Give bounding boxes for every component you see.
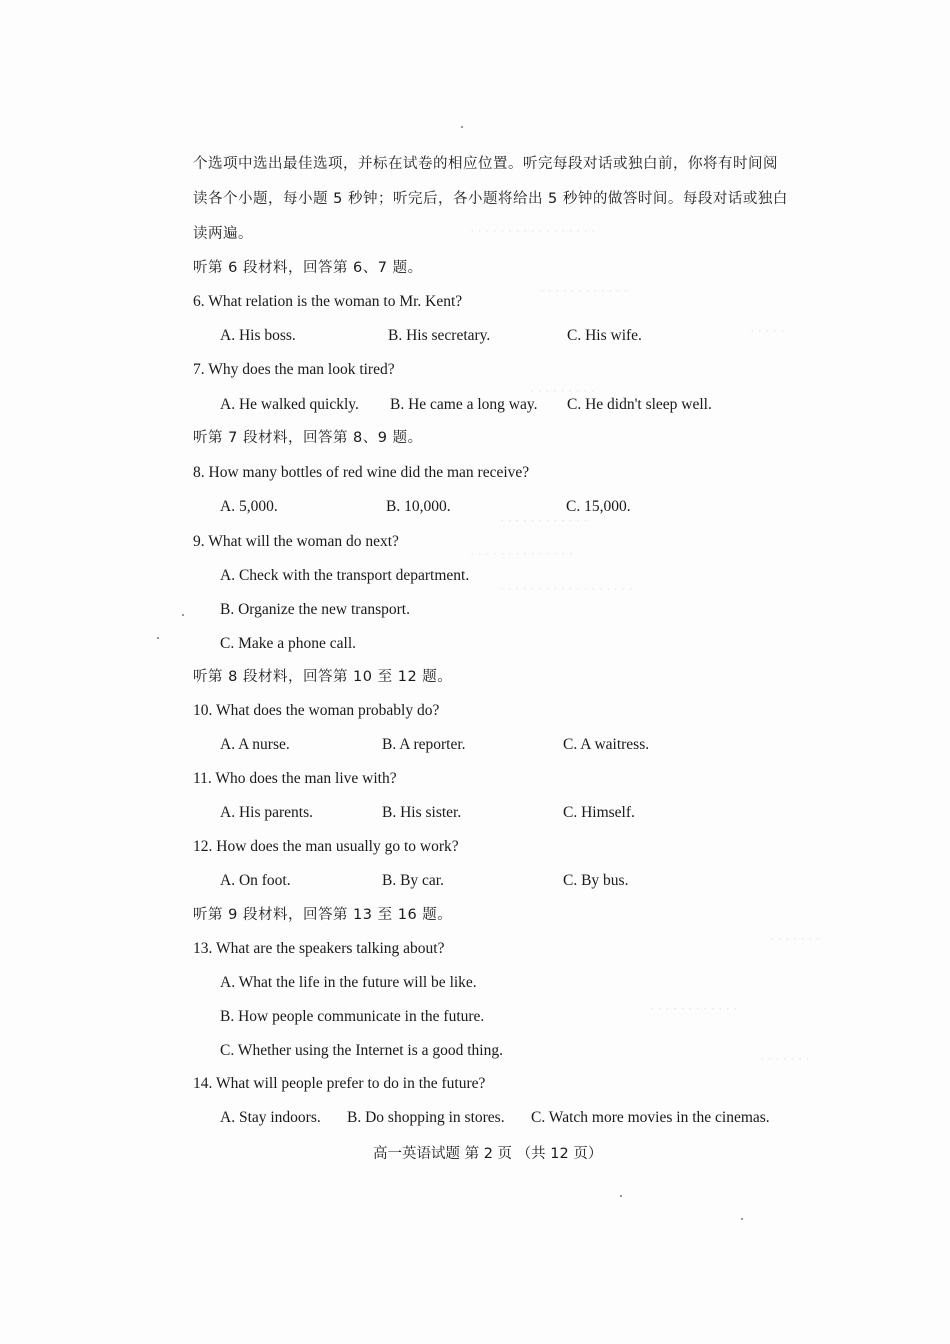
option-c: C. Whether using the Internet is a good thing. [220,1042,503,1059]
option-c: C. Make a phone call. [220,635,357,652]
bleed-through-text: · · · · · · · [770,931,820,946]
instruction-line: 读各个小题，每小题 5 秒钟；听完后，各小题将给出 5 秒钟的做答时间。每段对话或独白 [193,191,788,207]
question-stem: 6. What relation is the woman to Mr. Kent? [193,293,463,310]
option-b: B. Do shopping in stores. [347,1109,505,1126]
option-b: B. His secretary. [388,327,491,344]
section-heading: 听第 8 段材料，回答第 10 至 12 题。 [193,669,453,685]
speck [461,126,463,128]
section-heading: 听第 7 段材料，回答第 8、9 题。 [193,430,423,446]
section-heading: 听第 9 段材料，回答第 13 至 16 题。 [193,907,453,923]
option-c: C. A waitress. [563,736,650,753]
option-c: C. By bus. [563,872,629,889]
question-stem: 10. What does the woman probably do? [193,702,440,719]
bleed-through-text: · · · · · · · · · · · · · · · · · · [500,581,634,596]
option-c: C. He didn't sleep well. [567,396,712,413]
bleed-through-text: · · · · · · · · · · · · [540,283,628,298]
option-b: B. He came a long way. [390,396,538,413]
speck [182,614,184,616]
option-b: B. How people communicate in the future. [220,1008,485,1025]
option-c: C. Himself. [563,804,635,821]
question-stem: 7. Why does the man look tired? [193,361,395,378]
option-b: B. Organize the new transport. [220,601,410,618]
option-a: A. A nurse. [220,736,290,753]
speck [157,637,159,639]
bleed-through-text: · · · · · · · · · · · · · · · · · [470,223,596,238]
instruction-line: 个选项中选出最佳选项，并标在试卷的相应位置。听完每段对话或独白前，你将有时间阅 [193,156,778,172]
bleed-through-text: · · · · · · · [760,1051,810,1066]
question-stem: 12. How does the man usually go to work? [193,838,459,855]
option-a: A. His boss. [220,327,296,344]
option-a: A. Stay indoors. [220,1109,321,1126]
speck [620,1195,622,1197]
option-a: A. He walked quickly. [220,396,359,413]
option-a: A. Check with the transport department. [220,567,470,584]
option-c: C. 15,000. [566,498,631,515]
option-a: A. On foot. [220,872,291,889]
bleed-through-text: · · · · · · · · · · · · [650,1001,738,1016]
option-b: B. His sister. [382,804,462,821]
option-a: A. 5,000. [220,498,278,515]
option-c: C. His wife. [567,327,642,344]
instruction-line: 读两遍。 [193,226,253,242]
question-stem: 9. What will the woman do next? [193,533,399,550]
question-stem: 8. How many bottles of red wine did the man receive? [193,464,530,481]
page-footer: 高一英语试题 第 2 页 （共 12 页） [373,1146,603,1162]
question-stem: 11. Who does the man live with? [193,770,397,787]
bleed-through-text: · · · · · · · · · · · · [500,513,588,528]
bleed-through-text: · · · · · · · · · [530,383,595,398]
question-stem: 14. What will people prefer to do in the future? [193,1075,486,1092]
question-stem: 13. What are the speakers talking about? [193,940,445,957]
bleed-through-text: · · · · · · · · · · · · · · [470,546,573,561]
option-b: B. By car. [382,872,444,889]
bleed-through-text: · · · · · [750,323,785,338]
option-a: A. What the life in the future will be like. [220,974,477,991]
option-c: C. Watch more movies in the cinemas. [531,1109,770,1126]
option-a: A. His parents. [220,804,313,821]
section-heading: 听第 6 段材料，回答第 6、7 题。 [193,260,423,276]
option-b: B. 10,000. [386,498,451,515]
speck [741,1218,743,1220]
option-b: B. A reporter. [382,736,466,753]
